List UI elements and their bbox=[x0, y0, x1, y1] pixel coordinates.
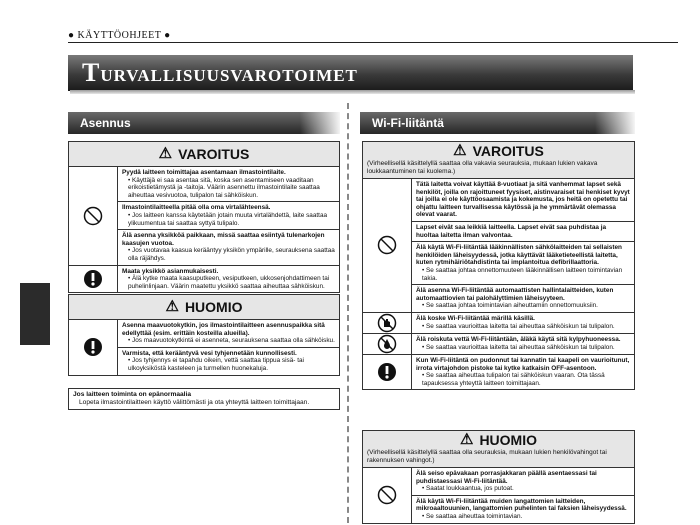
safety-instruction: Asenna maavuotokytkin, jos ilmastointilaitteen asennuspaikka sitä edellyttää (esim. erittäin kosteilla alueilla). bbox=[122, 322, 325, 337]
note-title: Jos laitteen toiminta on epänormaalia bbox=[73, 391, 191, 398]
abnormal-operation-note bbox=[68, 388, 340, 410]
row-divider bbox=[412, 284, 634, 285]
row-divider bbox=[118, 201, 339, 202]
safety-row bbox=[69, 266, 339, 293]
safety-instruction: Kun Wi-Fi-liitäntä on pudonnut tai kannatin tai kaapeli on vaurioitunut, irrota virtajohdon pistoke tai kytke katkaisin OFF-asentoon. bbox=[416, 356, 630, 372]
section-heading-asennus: Asennus bbox=[68, 112, 340, 134]
right-caution-heading bbox=[363, 431, 634, 468]
row-icon-cell bbox=[363, 355, 412, 389]
safety-consequence: • Jos tyhjennys ei tapahdu oikein, vettä saattaa tippua sisä- tai ulkoyksiköstä kasteleen ja turmellen huonekaluja. bbox=[128, 357, 304, 372]
safety-consequence: • Se saattaa vaurioittaa laitetta tai aiheuttaa sähköiskun tai tulipalon. bbox=[422, 322, 615, 330]
mandatory-icon bbox=[377, 362, 397, 382]
no-splash-icon bbox=[377, 334, 397, 354]
safety-instruction: Älä seiso epävakaan porrasjakkaran päällä asentaessasi tai puhdistaessasi Wi-Fi-liitäntää. bbox=[416, 470, 597, 485]
warning-triangle-icon: ⚠ bbox=[453, 142, 467, 159]
header-rule bbox=[68, 42, 678, 43]
section-heading-wifi: Wi-Fi-liitäntä bbox=[360, 112, 635, 134]
right-warning-box bbox=[362, 141, 635, 390]
row-text-cell bbox=[118, 167, 339, 265]
safety-instruction: Älä koske Wi-Fi-liitäntää märillä käsillä. bbox=[416, 314, 535, 322]
row-text-cell bbox=[118, 266, 339, 293]
left-caution-heading bbox=[69, 295, 339, 320]
safety-consequence: • Se saattaa vaurioittaa laitetta tai aiheuttaa sähköiskun tai tulipalon. bbox=[422, 343, 615, 351]
safety-consequence: • Älä kytke maata kaasuputkeen, vesiputkeen, ukkosenjohdattimeen tai puhelinlinjaan. Väärin maatettu yksikkö saattaa aiheuttaa sähköiskun. bbox=[128, 275, 330, 290]
safety-row bbox=[363, 355, 634, 389]
page-title-bar bbox=[68, 55, 633, 91]
mandatory-icon bbox=[83, 269, 103, 289]
safety-consequence: • Se saattaa johtaa toimintavian aiheuttamiin onnettomuuksiin. bbox=[422, 302, 598, 310]
row-icon-cell bbox=[363, 334, 412, 354]
safety-row bbox=[69, 320, 339, 375]
safety-consequence: • Käyttäjä ei saa asentaa sitä, koska sen asentamiseen vaaditaan erikoistietämystä ja -taitoja. Väärin asennettu ilmastointilaite saattaa aiheuttaa vesivuotoa, tulipalon tai sähköiskun. bbox=[128, 176, 320, 199]
right-warning-heading bbox=[363, 142, 634, 179]
prohibited-icon bbox=[83, 206, 103, 226]
safety-consequence: • Se saattaa aiheuttaa toimintavian. bbox=[422, 512, 523, 520]
row-divider bbox=[412, 241, 634, 242]
safety-instruction: Lapset eivät saa leikkiä laitteella. Lapset eivät saa puhdistaa ja huoltaa laitetta ilman valvontaa. bbox=[416, 223, 607, 239]
row-divider bbox=[118, 347, 339, 348]
page-title-initial: T bbox=[82, 58, 101, 87]
row-text-cell bbox=[412, 179, 634, 312]
no-touch-wet-icon bbox=[377, 313, 397, 333]
side-thumb-tab bbox=[20, 283, 50, 345]
row-icon-cell bbox=[363, 313, 412, 333]
right-caution-subtitle: (Virheellisellä käsittelyllä saattaa olla seurauksia, mukaan lukien henkilövahingot tai rakennuksen vahingot.) bbox=[367, 449, 607, 464]
row-icon-cell bbox=[363, 179, 412, 312]
row-text-cell bbox=[412, 468, 634, 523]
safety-row bbox=[363, 313, 634, 334]
safety-instruction: Älä käytä Wi-Fi-liitäntää lääkinnällisten sähkölaitteiden tai sellaisten henkilöiden läheisyydessä, jotka käyttävät lääketieteellistä laitetta, kuten rytmihäiriötahdistinta tai implantoitua defibrillaattoria. bbox=[416, 244, 622, 267]
row-text-cell bbox=[412, 313, 634, 333]
right-caution-heading-text: HUOMIO bbox=[479, 432, 537, 448]
right-warning-subtitle: (Virheellisellä käsittelyllä saattaa olla vakavia seurauksia, mukaan lukien vakava loukkaantuminen tai kuolema.) bbox=[367, 160, 598, 175]
row-text-cell bbox=[412, 355, 634, 389]
warning-triangle-icon: ⚠ bbox=[165, 298, 179, 315]
row-text-cell bbox=[118, 320, 339, 375]
safety-consequence: • Jos laitteen kanssa käytetään jotain muuta virtalähdettä, laite saattaa ylikuumentua tai saattaa syttyä tulipalo. bbox=[128, 211, 328, 227]
safety-instruction: Varmista, että kerääntyvä vesi tyhjennetään kunnollisesti. bbox=[122, 349, 297, 357]
safety-row bbox=[363, 468, 634, 523]
prohibited-icon bbox=[377, 485, 397, 505]
safety-instruction: Tätä laitetta voivat käyttää 8-vuotiaat ja sitä vanhemmat lapset sekä henkilöt, joilla on rajoittuneet fyysiset, aistinvaraiset tai henkiset kyvyt tai joilla ei ole käyttöosaamista ja kokemusta, jos heitä on opetettu tai ohjattu laitteen turvallisessa käytössä ja he ymmärtävät olemassa olevat vaarat. bbox=[416, 181, 630, 219]
safety-consequence: • Jos maavuotokytkintä ei asenneta, seurauksena saattaa olla sähköisku. bbox=[128, 337, 335, 345]
warning-triangle-icon: ⚠ bbox=[158, 145, 173, 162]
right-warning-heading-text: VAROITUS bbox=[472, 143, 544, 159]
column-divider bbox=[347, 103, 349, 523]
left-caution-box bbox=[68, 294, 340, 376]
prohibited-icon bbox=[377, 235, 397, 255]
row-divider bbox=[412, 495, 634, 496]
safety-instruction: Ilmastointilaitteella pitää olla oma virtalähteensä. bbox=[122, 204, 271, 212]
safety-consequence: • Se saattaa johtaa onnettomuuteen lääkinnällisen laitteen toimintavian takia. bbox=[422, 266, 623, 282]
safety-instruction: Maata yksikkö asianmukaisesti. bbox=[122, 267, 219, 275]
page-title-rest: URVALLISUUSVAROTOIMET bbox=[100, 66, 358, 85]
safety-consequence: • Saatat loukkaantua, jos putoat. bbox=[422, 485, 514, 493]
safety-instruction: Älä käytä Wi-Fi-liitäntää muiden langattomien laitteiden, mikroaaltouunien, langattomien puhelinten tai faksien läheisyydessä. bbox=[416, 497, 627, 513]
row-icon-cell bbox=[69, 266, 118, 293]
row-text-cell bbox=[412, 334, 634, 354]
title-bar-shadow bbox=[70, 90, 635, 94]
safety-instruction: Älä asenna yksikköä paikkaan, missä saattaa esiintyä tulenarkojen kaasujen vuotoa. bbox=[122, 232, 325, 247]
left-caution-heading-text: HUOMIO bbox=[184, 299, 243, 315]
row-icon-cell bbox=[363, 468, 412, 523]
safety-instruction: Pyydä laitteen toimittajaa asentamaan ilmastointilaite. bbox=[122, 169, 286, 176]
safety-consequence: • Se saattaa aiheuttaa tulipalon tai sähköiskun vaaran. Ota tässä tapauksessa yhteyttä laitteen toimittajaan. bbox=[422, 372, 605, 387]
left-warning-heading bbox=[69, 142, 339, 167]
row-divider bbox=[412, 221, 634, 222]
left-warning-box bbox=[68, 141, 340, 293]
safety-row bbox=[363, 334, 634, 355]
row-icon-cell bbox=[69, 320, 118, 375]
mandatory-icon bbox=[83, 337, 103, 357]
safety-row bbox=[69, 167, 339, 266]
row-icon-cell bbox=[69, 167, 118, 265]
note-text: Lopeta ilmastointilaitteen käyttö välittömästi ja ota yhteyttä laitteen toimittajaan. bbox=[79, 399, 310, 406]
manual-header-label: ● KÄYTTÖOHJEET ● bbox=[68, 30, 171, 41]
right-caution-box bbox=[362, 430, 635, 524]
warning-triangle-icon: ⚠ bbox=[459, 431, 474, 448]
left-warning-heading-text: VAROITUS bbox=[178, 146, 250, 162]
safety-instruction: Älä roiskuta vettä Wi-Fi-liitäntään, äläkä käytä sitä kylpyhuoneessa. bbox=[416, 335, 621, 343]
safety-instruction: Älä asenna Wi-Fi-liitäntää automaattisten hallintalaitteiden, kuten automaattiovien tai palohälyttimien läheisyyteen. bbox=[416, 287, 614, 302]
safety-row bbox=[363, 179, 634, 313]
page-title bbox=[82, 59, 358, 90]
row-divider bbox=[118, 229, 339, 230]
safety-consequence: • Jos vuotavaa kaasua kerääntyy yksikön ympärille, seurauksena saattaa olla räjähdys. bbox=[128, 247, 335, 262]
